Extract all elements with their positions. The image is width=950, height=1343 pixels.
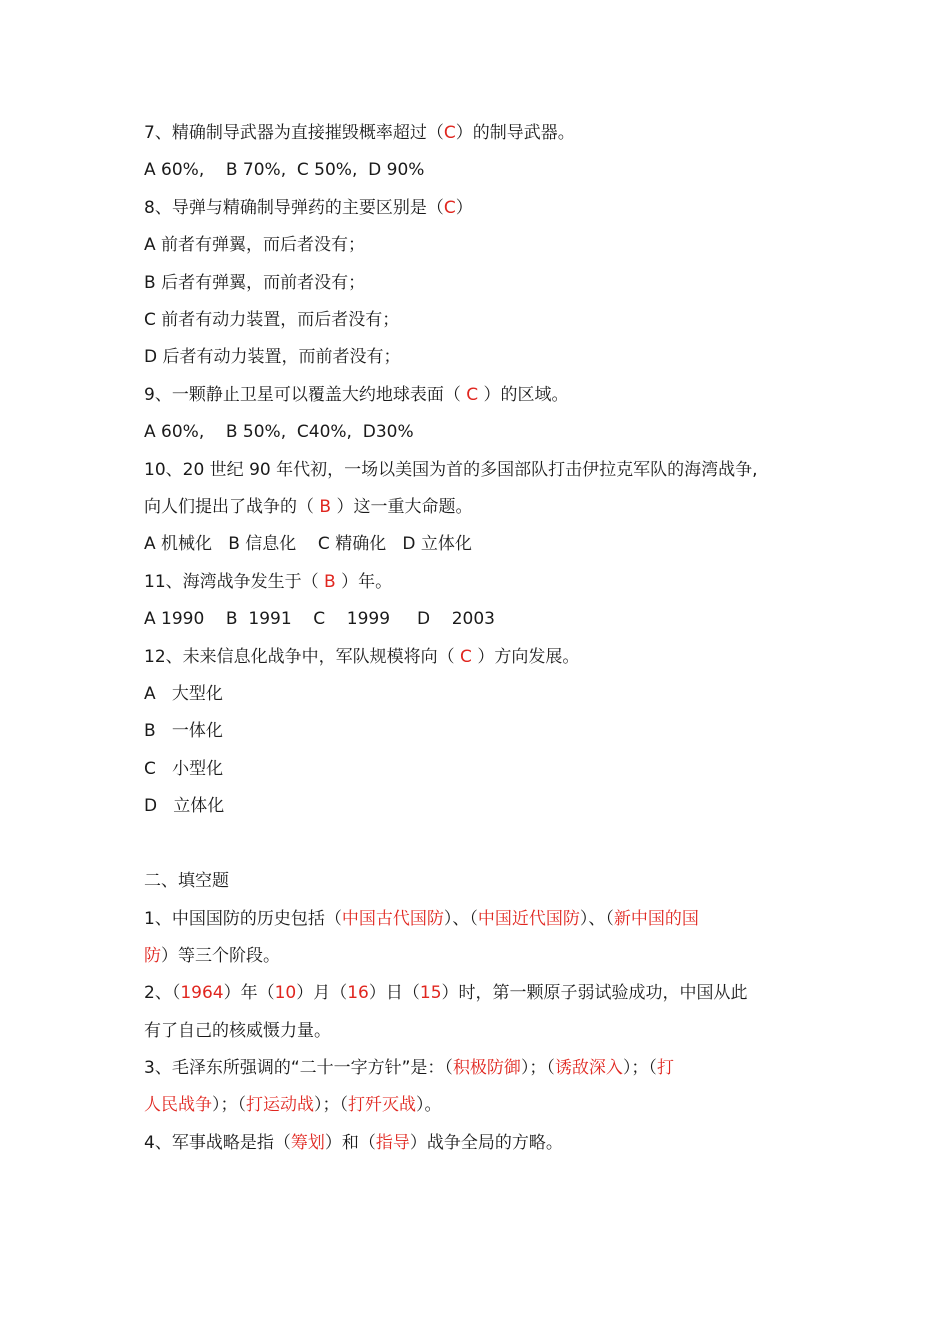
question-9-options: A 60%, B 50%, C40%, D30% (144, 422, 414, 442)
answer: 诱敌深入 (554, 1058, 623, 1078)
question-text: 3、毛泽东所强调的“二十一字方针”是：（ (144, 1058, 453, 1078)
answer: 打运动战 (246, 1095, 314, 1115)
fill-4 (144, 1131, 563, 1155)
question-text: ）和（ (324, 1133, 376, 1153)
answer: 筹划 (290, 1133, 325, 1153)
question-text: ）、（ (443, 909, 478, 929)
question-text: 11、海湾战争发生于（ (144, 572, 325, 592)
question-text: 7、精确制导武器为直接摧毁概率超过（ (144, 123, 444, 143)
question-12-option-d: D 立体化 (144, 796, 225, 816)
answer: 15 (419, 983, 442, 1003)
section-heading: 二、填空题 (144, 871, 229, 891)
question-text: ）日（ (368, 983, 420, 1003)
question-12-option-a: A 大型化 (144, 684, 223, 704)
question-text: ）战争全局的方略。 (409, 1133, 563, 1153)
question-7-options: A 60%, B 70%, C 50%, D 90% (144, 160, 425, 180)
answer: B (319, 497, 332, 517)
question-text: ）；（ (520, 1058, 555, 1078)
question-10-line-2 (144, 495, 472, 519)
fill-1-line-1 (144, 907, 699, 931)
fill-2-line-2: 有了自己的核威慑力量。 (144, 1021, 331, 1041)
question-text: ）。 (416, 1095, 442, 1115)
question-text: 向人们提出了战争的（ (144, 497, 320, 517)
question-11-options: A 1990 B 1991 C 1999 D 2003 (144, 609, 495, 629)
question-8-option-d: D 后者有动力装置，而前者没有； (144, 347, 401, 367)
question-8-option-c: C 前者有动力装置，而后者没有； (144, 310, 400, 330)
answer: 人民战争 (144, 1095, 212, 1115)
question-11 (144, 570, 392, 594)
question-text: ）的制导武器。 (455, 123, 575, 143)
question-text: 4、军事战略是指（ (144, 1133, 291, 1153)
answer: 防 (144, 946, 161, 966)
fill-3-line-2 (144, 1093, 442, 1117)
answer: B (324, 572, 336, 592)
question-10-options: A 机械化 B 信息化 C 精确化 D 立体化 (144, 534, 472, 554)
answer: C (443, 123, 456, 143)
answer: 1964 (180, 983, 224, 1003)
question-12-option-c: C 小型化 (144, 759, 224, 779)
question-text: ）年。 (335, 572, 393, 592)
answer: C (443, 198, 456, 218)
answer: 新中国的国 (613, 909, 699, 929)
question-text: ）月（ (296, 983, 348, 1003)
question-text: ）、（ (579, 909, 614, 929)
answer: 指导 (375, 1133, 410, 1153)
fill-1-line-2 (144, 944, 280, 968)
question-text: ）；（ (314, 1095, 348, 1115)
question-8-option-a: A 前者有弹翼，而后者没有； (144, 235, 366, 255)
question-12-option-b: B 一体化 (144, 721, 223, 741)
question-9 (144, 383, 569, 407)
answer: 16 (347, 983, 369, 1003)
answer: 中国近代国防 (477, 909, 580, 929)
question-12 (144, 645, 579, 669)
answer: C (460, 647, 472, 667)
answer: 积极防御 (452, 1058, 521, 1078)
fill-3-line-1 (144, 1056, 674, 1080)
question-10-line-1: 10、20 世纪 90 年代初，一场以美国为首的多国部队打击伊拉克军队的海湾战争, (144, 460, 758, 480)
question-8 (144, 196, 473, 220)
question-text: ） (455, 198, 473, 218)
question-text: ）年（ (223, 983, 275, 1003)
question-text: 1、中国国防的历史包括（ (144, 909, 342, 929)
question-text: ）方向发展。 (471, 647, 580, 667)
answer: 打歼灭战 (348, 1095, 416, 1115)
question-text: ）；（ (622, 1058, 657, 1078)
fill-2-line-1 (144, 981, 748, 1005)
question-text: ）等三个阶段。 (161, 946, 280, 966)
question-text: ）这一重大命题。 (331, 497, 473, 517)
question-text: 9、一颗静止卫星可以覆盖大约地球表面（ (144, 385, 467, 405)
question-text: 2、（ (144, 983, 181, 1003)
answer: 10 (274, 983, 297, 1003)
question-text: ）；（ (212, 1095, 246, 1115)
question-text: ）的区域。 (478, 385, 569, 405)
answer: 打 (656, 1058, 674, 1078)
question-7 (144, 121, 575, 145)
question-text: 8、导弹与精确制导弹药的主要区别是（ (144, 198, 444, 218)
question-text: 12、未来信息化战争中，军队规模将向（ (144, 647, 461, 667)
answer: C (466, 385, 479, 405)
question-text: ）时，第一颗原子弱试验成功，中国从此 (441, 983, 748, 1003)
answer: 中国古代国防 (341, 909, 444, 929)
question-8-option-b: B 后者有弹翼，而前者没有； (144, 273, 366, 293)
